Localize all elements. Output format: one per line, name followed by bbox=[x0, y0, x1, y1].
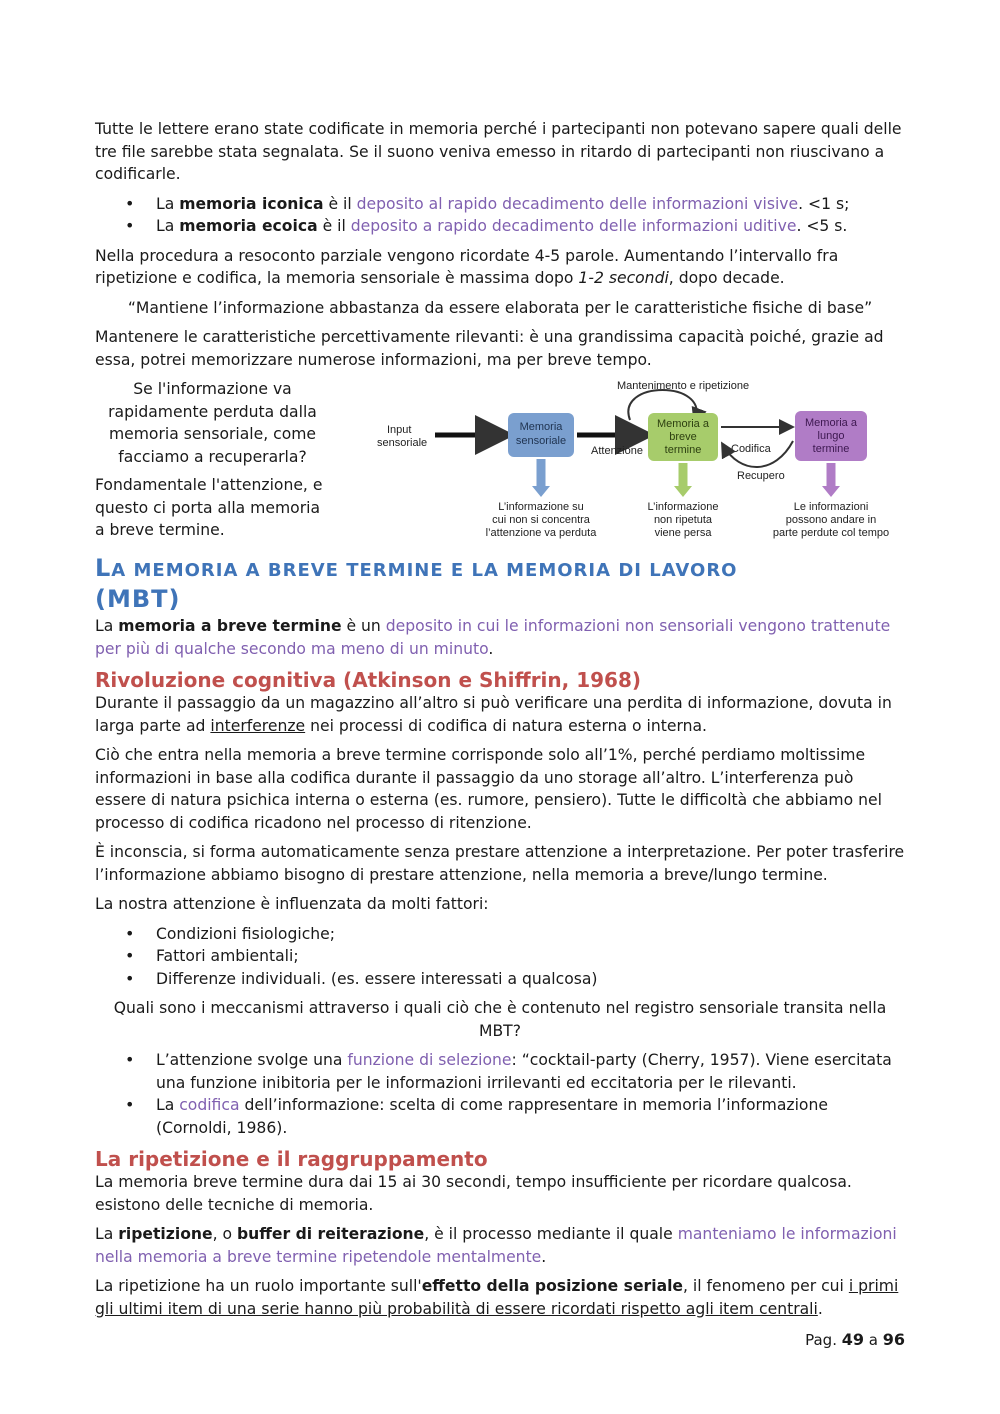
note2-a: L’informazione bbox=[647, 501, 719, 513]
box1-label-a: Memoria bbox=[519, 421, 563, 433]
figure-row bbox=[95, 378, 905, 548]
bullet-list-mechanisms bbox=[95, 1049, 905, 1139]
bullet-list-factors bbox=[95, 923, 905, 991]
section-heading-mbt: LA MEMORIA A BREVE TERMINE E LA MEMORIA DI LAVORO (MBT) bbox=[95, 554, 738, 613]
page-number: Pag. 49 a 96 bbox=[805, 1330, 905, 1349]
paragraph-intro: Tutte le lettere erano state codificate in memoria perché i partecipanti non potevano sapere quali delle tre file sarebbe stata segnalata. Se il suono veniva emesso in ritardo di partecipanti non riuscivano a codificarle. bbox=[95, 120, 902, 183]
input-label: Input bbox=[387, 424, 412, 436]
paragraph-perceptual: Mantenere le caratteristiche percettivamente rilevanti: è una grandissima capacità poiché, grazie ad essa, potrei memorizzare numerose informazioni, ma per breve tempo. bbox=[95, 328, 884, 369]
side-question: Se l'informazione va rapidamente perduta dalla memoria sensoriale, come facciamo a recuperarla? bbox=[108, 380, 317, 466]
note1-a: L’informazione su bbox=[498, 501, 584, 513]
box2-label-c: termine bbox=[664, 444, 702, 456]
list-item-selection: • L’attenzione svolge una funzione di selezione: “cocktail-party (Cherry, 1957). Viene esercitata una funzione inibitoria per le informazioni irrilevanti ed eccitatoria per le rilevanti. bbox=[95, 1049, 905, 1094]
short-loss-arrowhead bbox=[674, 486, 692, 497]
note3-c: parte perdute col tempo bbox=[772, 527, 890, 539]
bullet-list-memory-types bbox=[95, 193, 905, 238]
note3-a: Le informazioni bbox=[793, 501, 869, 513]
note1-c: l’attenzione va perduta bbox=[485, 527, 597, 539]
paragraph-one-percent: Ciò che entra nella memoria a breve termine corrisponde solo all’1%, perché perdiamo moltissime informazioni in base alla codifica durante il passaggio da uno storage all’altro. L’interferenza può essere di natura psichica interna o esterna (es. rumore, pensiero). Tutte le difficoltà che abbiamo nel processo di codifica ricadono nel processo di ritenzione. bbox=[95, 746, 882, 832]
paragraph-rehearsal-buffer: La ripetizione, o buffer di reiterazione, è il processo mediante il quale manteniamo le informazioni nella memoria a breve termine ripetendole mentalmente. bbox=[95, 1225, 897, 1266]
paragraph-partial-report: Nella procedura a resoconto parziale vengono ricordate 4-5 parole. Aumentando l’intervallo fra ripetizione e codifica, la memoria sensoriale è massima dopo 1-2 secondi, dopo decade. bbox=[95, 246, 839, 287]
attention-label: Attenzione bbox=[591, 445, 643, 457]
paragraph-interference: Durante il passaggio da un magazzino all’altro si può verificare una perdita di informazione, dovuta in larga parte ad interferenze nei processi di codifica di natura esterna o interna. bbox=[95, 694, 892, 735]
box1-label-b: sensoriale bbox=[515, 435, 567, 447]
box3-label-c: termine bbox=[812, 443, 850, 455]
loop-label: Mantenimento e ripetizione bbox=[617, 380, 750, 392]
list-item: • Fattori ambientali; bbox=[95, 945, 905, 968]
input-label-2: sensoriale bbox=[377, 437, 428, 449]
memory-model-diagram bbox=[365, 378, 905, 548]
paragraph-duration: La memoria breve termine dura dai 15 ai 30 secondi, tempo insufficiente per ricordare qualcosa. esistono delle tecniche di memoria. bbox=[95, 1173, 852, 1214]
encoding-label: Codifica bbox=[731, 443, 771, 455]
note2-c: viene persa bbox=[654, 527, 712, 539]
sensory-loss-arrowhead bbox=[532, 486, 550, 497]
quote: “Mantiene l’informazione abbastanza da essere elaborata per le caratteristiche fisiche di base” bbox=[127, 298, 873, 317]
box2-label-b: breve bbox=[669, 431, 697, 443]
box3-label-b: lungo bbox=[817, 430, 845, 442]
long-loss-arrowhead bbox=[822, 486, 840, 497]
subheading-repetition: La ripetizione e il raggruppamento bbox=[95, 1147, 488, 1171]
box2-label-a: Memoria a bbox=[657, 418, 709, 430]
paragraph-unconscious: È inconscia, si forma automaticamente senza prestare attenzione a interpretazione. Per poter trasferire l’informazione abbiamo bisogno di prestare attenzione, nella memoria a breve/lungo termine. bbox=[95, 843, 905, 884]
retrieval-label: Recupero bbox=[737, 470, 785, 482]
list-item-encoding: • La codifica dell’informazione: scelta di come rappresentare in memoria l’informazione (Cornoldi, 1986). bbox=[95, 1094, 905, 1139]
figure-side-text bbox=[95, 378, 330, 548]
box3-label-a: Memoria a bbox=[805, 417, 857, 429]
note1-b: cui non si concentra bbox=[492, 514, 590, 526]
list-item-iconic: • La memoria iconica è il deposito al rapido decadimento delle informazioni visive. <1 s; bbox=[95, 193, 905, 216]
question-mechanisms: Quali sono i meccanismi attraverso i quali ciò che è contenuto nel registro sensoriale transita nella MBT? bbox=[113, 999, 887, 1040]
list-item: • Condizioni fisiologiche; bbox=[95, 923, 905, 946]
subheading-cognitive-revolution: Rivoluzione cognitiva (Atkinson e Shiffrin, 1968) bbox=[95, 668, 642, 692]
note3-b: possono andare in bbox=[785, 514, 877, 526]
paragraph-attention-factors: La nostra attenzione è influenzata da molti fattori: bbox=[95, 895, 489, 913]
paragraph-serial-position: La ripetizione ha un ruolo importante sull'effetto della posizione seriale, il fenomeno per cui i primi gli ultimi item di una serie hanno più probabilità di essere ricordati rispetto agli item centrali. bbox=[95, 1277, 899, 1318]
note2-b: non ripetuta bbox=[653, 514, 713, 526]
list-item: • Differenze individuali. (es. essere interessati a qualcosa) bbox=[95, 968, 905, 991]
document-page bbox=[95, 118, 905, 1327]
list-item-echoic: • La memoria ecoica è il deposito a rapido decadimento delle informazioni uditive. <5 s. bbox=[95, 215, 905, 238]
paragraph-mbt-definition: La memoria a breve termine è un deposito in cui le informazioni non sensoriali vengono trattenute per più di qualche secondo ma meno di un minuto. bbox=[95, 617, 891, 658]
side-answer: Fondamentale l'attenzione, e questo ci porta alla memoria a breve termine. bbox=[95, 476, 323, 539]
